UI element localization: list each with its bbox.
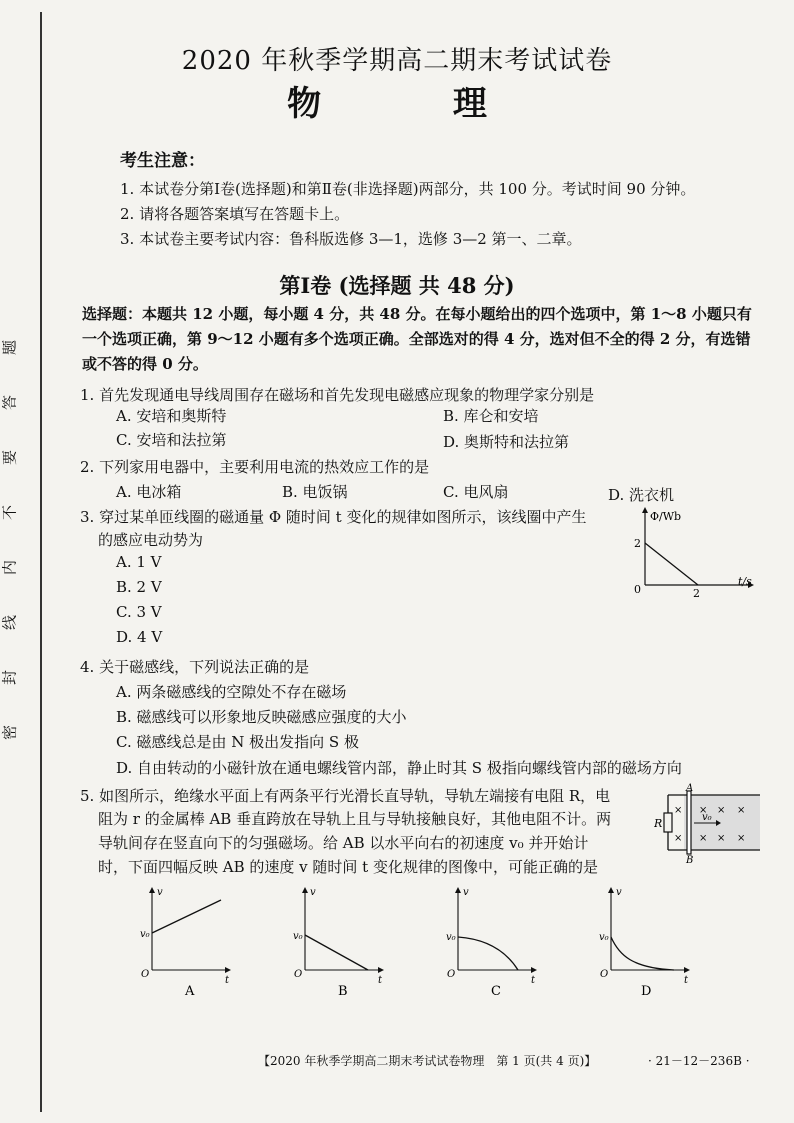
graph-label-a: A — [185, 984, 195, 999]
instructions: 选择题：本题共 12 小题，每小题 4 分，共 48 分。在每小题给出的四个选项中，第 1～8 小题只有一个选项正确，第 9～12 小题有多个选项正确。全部选对的得 4 分，选对但不全的得 2 分，有选错或不答的得 0 分。 — [82, 305, 752, 373]
question-3-stem-line1: 3. 穿过某单匝线圈的磁通量 Φ 随时间 t 变化的规律如图所示，该线圈中产生 — [80, 508, 587, 526]
binding-char: 题 — [0, 340, 19, 356]
field-mark: × — [717, 805, 726, 816]
question-4-option-d: D. 自由转动的小磁针放在通电螺线管内部，静止时其 S 极指向螺线管内部的磁场方向 — [116, 759, 682, 777]
graph-option-a — [135, 885, 235, 1000]
question-2-stem: 2. 下列家用电器中，主要利用电流的热效应工作的是 — [80, 458, 430, 476]
resistor-label: R — [654, 817, 663, 830]
origin-label: O — [600, 969, 609, 980]
question-2-option-b: B. 电饭锅 — [282, 483, 348, 501]
note-1: 1. 本试卷分第Ⅰ卷(选择题)和第Ⅱ卷(非选择题)两部分，共 100 分。考试时间 90 分钟。 — [120, 180, 696, 198]
question-5-line4: 时，下面四幅反映 AB 的速度 v 随时间 t 变化规律的图像中，可能正确的是 — [98, 858, 598, 876]
graph-option-d — [594, 885, 694, 1000]
binding-char: 封 — [0, 670, 19, 686]
binding-char: 不 — [0, 505, 19, 521]
origin-label: O — [447, 969, 456, 980]
section-title: 第Ⅰ卷 (选择题 共 48 分) — [279, 273, 515, 298]
notes-title: 考生注意： — [120, 151, 205, 171]
flux-axis-label: Φ/Wb — [650, 510, 682, 523]
question-4-option-a: A. 两条磁感线的空隙处不存在磁场 — [116, 683, 347, 701]
question-3-option-a: A. 1 V — [116, 553, 162, 571]
note-2: 2. 请将各题答案填写在答题卡上。 — [120, 205, 350, 223]
graph-label-c: C — [491, 984, 501, 999]
t-axis-label: t — [531, 975, 536, 986]
exam-code: · 21－12－236B · — [648, 1054, 750, 1068]
question-1-option-a: A. 安培和奥斯特 — [116, 407, 227, 425]
question-3-option-b: B. 2 V — [116, 578, 162, 596]
question-4-option-c: C. 磁感线总是由 N 极出发指向 S 极 — [116, 733, 359, 751]
question-5-line3: 导轨间存在竖直向下的匀强磁场。给 AB 以水平向右的初速度 v₀ 并开始计 — [98, 834, 589, 852]
field-mark: × — [737, 805, 746, 816]
page-footer: 【2020 年秋季学期高二期末考试试卷物理 第 1 页(共 4 页)】 — [258, 1054, 597, 1068]
point-b-label: B — [686, 855, 694, 865]
field-mark: × — [674, 833, 683, 844]
t-axis-label: t — [684, 975, 689, 986]
question-1-option-d: D. 奥斯特和法拉第 — [443, 433, 570, 451]
time-tick-label: 2 — [693, 587, 700, 600]
field-mark: × — [699, 833, 708, 844]
binding-char: 要 — [0, 450, 19, 466]
time-axis-label: t/s — [738, 575, 752, 588]
origin-label: O — [141, 969, 150, 980]
binding-char: 内 — [0, 560, 19, 576]
graph-label-d: D — [641, 984, 652, 999]
question-3-option-c: C. 3 V — [116, 603, 162, 621]
v-axis-label: v — [463, 887, 469, 898]
initial-velocity-label: v₀ — [702, 812, 712, 823]
subject-title: 物 理 — [287, 84, 547, 124]
v-axis-label: v — [616, 887, 622, 898]
flux-tick-label: 2 — [634, 537, 641, 550]
note-3: 3. 本试卷主要考试内容：鲁科版选修 3—1，选修 3—2 第一、二章。 — [120, 230, 582, 248]
origin-label: 0 — [634, 583, 641, 596]
question-4-option-b: B. 磁感线可以形象地反映磁感应强度的大小 — [116, 708, 407, 726]
question-3-stem-line2: 的感应电动势为 — [98, 531, 204, 549]
graph-label-b: B — [338, 984, 348, 999]
question-3-option-d: D. 4 V — [116, 628, 163, 646]
rail-circuit-figure — [654, 783, 764, 865]
question-1-option-c: C. 安培和法拉第 — [116, 431, 227, 449]
origin-label: O — [294, 969, 303, 980]
t-axis-label: t — [378, 975, 383, 986]
question-2-option-d: D. 洗衣机 — [608, 486, 675, 504]
field-mark: × — [699, 805, 708, 816]
question-1-stem: 1. 首先发现通电导线周围存在磁场和首先发现电磁感应现象的物理学家分别是 — [80, 386, 595, 404]
v0-label: v₀ — [293, 931, 303, 942]
t-axis-label: t — [225, 975, 230, 986]
binding-char: 答 — [0, 395, 19, 411]
point-a-label: A — [686, 783, 694, 794]
field-mark: × — [717, 833, 726, 844]
graph-option-c — [441, 885, 541, 1000]
v0-label: v₀ — [599, 932, 609, 943]
graph-option-b — [288, 885, 388, 1000]
v-axis-label: v — [157, 887, 163, 898]
field-mark: × — [737, 833, 746, 844]
binding-char: 线 — [0, 615, 19, 631]
question-1-option-b: B. 库仑和安培 — [443, 407, 539, 425]
question-5-line2: 阻为 r 的金属棒 AB 垂直跨放在导轨上且与导轨接触良好，其他电阻不计。两 — [98, 810, 612, 828]
question-5-line1: 5. 如图所示，绝缘水平面上有两条平行光滑长直导轨，导轨左端接有电阻 R，电 — [80, 787, 611, 805]
v0-label: v₀ — [446, 932, 456, 943]
v0-label: v₀ — [140, 929, 150, 940]
question-2-option-c: C. 电风扇 — [443, 483, 509, 501]
field-mark: × — [674, 805, 683, 816]
question-4-stem: 4. 关于磁感线，下列说法正确的是 — [80, 658, 310, 676]
binding-warning — [0, 320, 38, 760]
v-axis-label: v — [310, 887, 316, 898]
binding-char: 密 — [0, 725, 19, 741]
exam-title: 2020 年秋季学期高二期末考试试卷 — [181, 46, 613, 76]
flux-time-graph — [620, 505, 760, 600]
question-2-option-a: A. 电冰箱 — [116, 483, 182, 501]
